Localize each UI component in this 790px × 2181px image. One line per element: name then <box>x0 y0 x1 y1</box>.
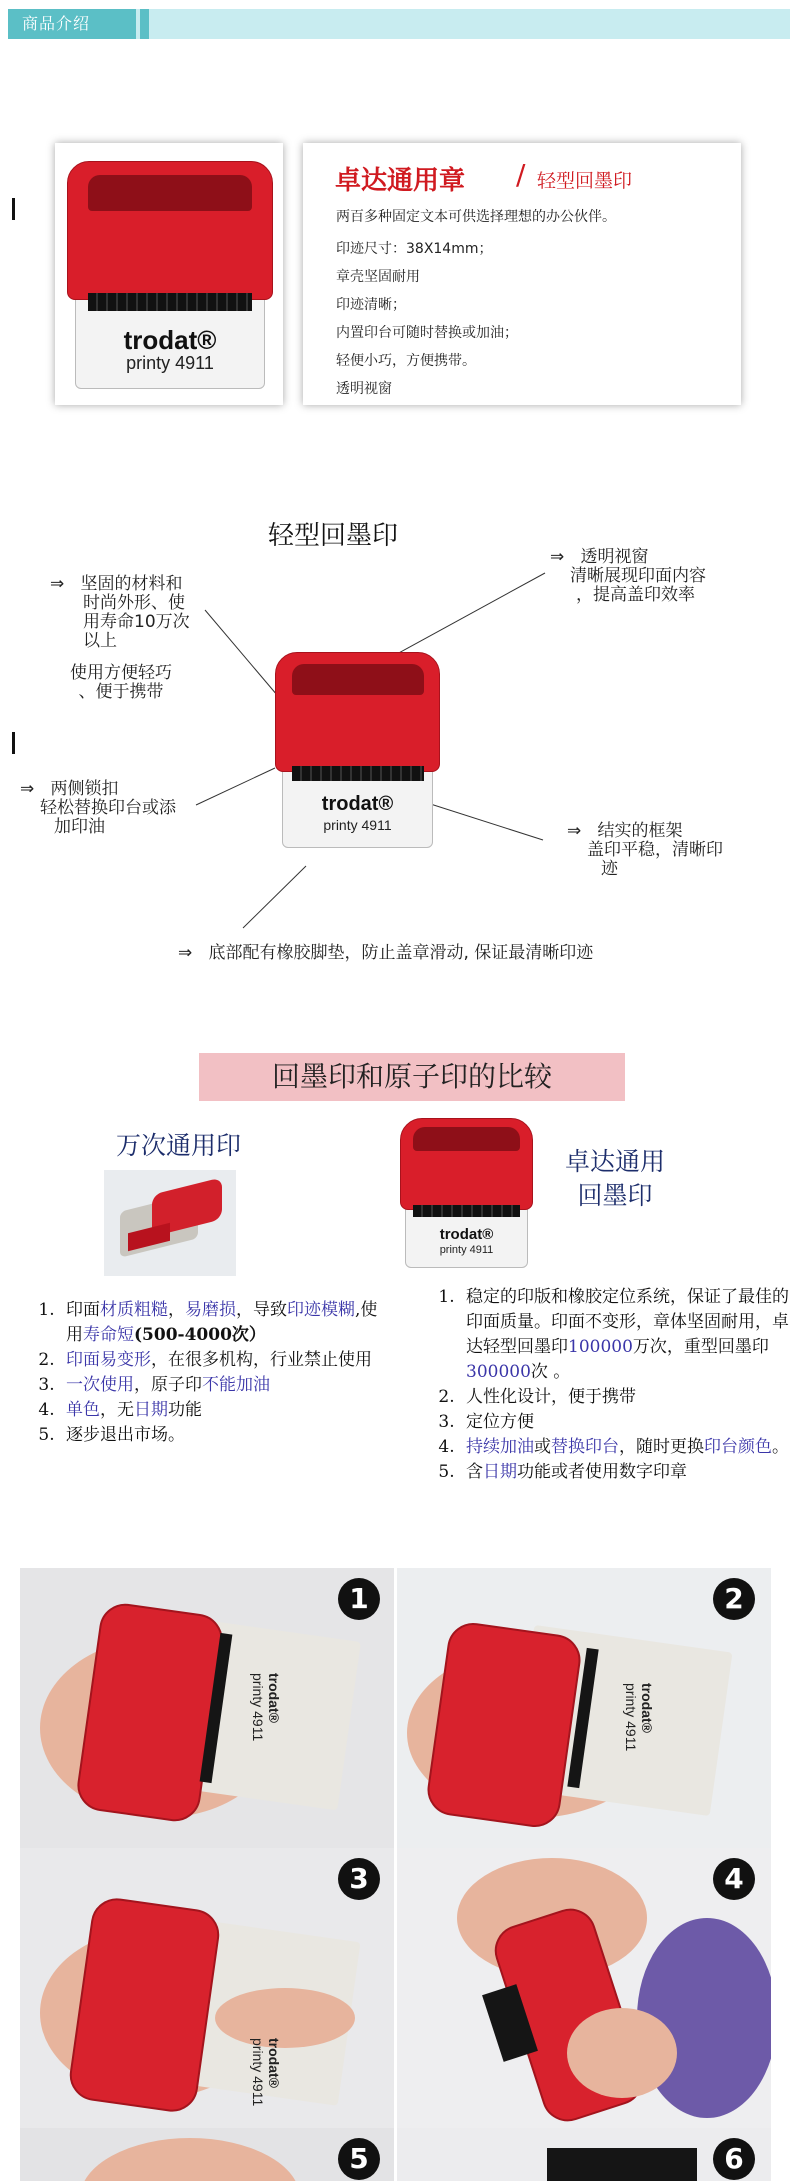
stamp-body <box>547 2148 697 2181</box>
arrow-icon: ⇒ <box>567 821 582 841</box>
atomic-stamp-photo <box>104 1170 236 1276</box>
stamp-grip-strip <box>292 766 424 782</box>
step-number-3: 3 <box>338 1858 380 1900</box>
step-photo-4 <box>397 1848 771 2128</box>
atomic-stamp-list <box>30 1298 380 1448</box>
product-subtitle: 轻型回墨印 <box>537 170 633 192</box>
list-item: 3. 一次使用，原子印不能加油 <box>60 1373 380 1398</box>
product-desc-line: 内置印台可随时替换或加油； <box>336 325 518 341</box>
arrow-icon: ⇒ <box>550 547 565 567</box>
comparison-title: 回墨印和原子印的比较 <box>271 1060 552 1093</box>
list-item: 5. 逐步退出市场。 <box>60 1423 380 1448</box>
product-desc-line: 两百多种固定文本可供选择理想的办公伙伴。 <box>336 209 616 225</box>
model-label: printy 4911 <box>623 1683 639 1752</box>
left-column-title: 万次通用印 <box>116 1131 242 1160</box>
list-item: 1. 印面材质粗糙，易磨损，导致印迹模糊,使用寿命短(500-4000次） <box>60 1298 380 1348</box>
list-item: 3. 定位方便 <box>460 1410 790 1435</box>
brand-label: trodat® <box>123 325 217 356</box>
trodat-stamp-list <box>430 1285 790 1485</box>
product-desc-line: 透明视窗 <box>336 381 392 397</box>
step-photo-6 <box>397 2128 771 2181</box>
tab-product-intro[interactable]: 商品介绍 <box>8 9 136 39</box>
feature-frame: ⇒ 结实的框架 盖印平稳，清晰印 迹 <box>567 821 723 879</box>
step-number-5: 5 <box>338 2138 380 2180</box>
feature-portable: 使用方便轻巧 、便于携带 <box>70 663 172 702</box>
brand-label: trodat® <box>321 793 394 816</box>
feature-rubber-feet: ⇒ 底部配有橡胶脚垫，防止盖章滑动, 保证最清晰印迹 <box>178 943 594 963</box>
list-item: 1. 稳定的印版和橡胶定位系统，保证了最佳的印面质量。印面不变形，章体坚固耐用，卓达轻型回墨印100000万次，重型回墨印300000次 。 <box>460 1285 790 1385</box>
thumb <box>215 1988 355 2048</box>
brand-label: trodat® <box>639 1683 655 1733</box>
step-number-2: 2 <box>713 1578 755 1620</box>
arrow-icon: ⇒ <box>178 943 193 963</box>
step-photo-3 <box>20 1848 394 2128</box>
step-number-4: 4 <box>713 1858 755 1900</box>
model-label: printy 4911 <box>250 2038 266 2107</box>
right-column-title: 卓达通用 回墨印 <box>565 1147 666 1210</box>
product-title: 卓达通用章 <box>335 166 466 196</box>
product-desc-line: 轻便小巧，方便携带。 <box>336 353 476 369</box>
step-photo-5 <box>20 2128 394 2181</box>
arrow-icon: ⇒ <box>20 779 35 799</box>
stamp-red-cap <box>424 1620 584 1831</box>
stamp-grip-strip <box>413 1205 519 1217</box>
model-label: printy 4911 <box>323 816 392 833</box>
stamp-illustration <box>400 1118 533 1268</box>
product-desc-line: 章壳坚固耐用 <box>336 269 420 285</box>
product-desc-line: 印迹尺寸：38X14mm； <box>336 241 493 257</box>
title-slash: / <box>516 158 526 191</box>
feature-durable: ⇒ 坚固的材料和 时尚外形、使 用寿命10万次 以上 <box>50 574 190 651</box>
feature-side-lock: ⇒ 两侧锁扣 轻松替换印台或添 加印油 <box>20 779 176 837</box>
list-item: 2. 印面易变形，在很多机构，行业禁止使用 <box>60 1348 380 1373</box>
brand-label: trodat® <box>266 2038 282 2088</box>
model-label: printy 4911 <box>439 1244 494 1256</box>
hand <box>80 2138 300 2181</box>
model-label: printy 4911 <box>250 1673 266 1742</box>
stamp-window <box>292 664 424 695</box>
list-item: 2. 人性化设计，便于携带 <box>460 1385 790 1410</box>
model-label: printy 4911 <box>126 352 214 373</box>
list-item: 5. 含日期功能或者使用数字印章 <box>460 1460 790 1485</box>
features-title: 轻型回墨印 <box>268 521 399 551</box>
stamp-window <box>413 1127 519 1151</box>
list-item: 4. 持续加油或替换印台，随时更换印台颜色。 <box>460 1435 790 1460</box>
stamp-illustration <box>275 652 440 848</box>
product-desc-line: 印迹清晰； <box>336 297 406 313</box>
list-item: 4. 单色，无日期功能 <box>60 1398 380 1423</box>
hand <box>567 2008 677 2098</box>
step-number-6: 6 <box>713 2138 755 2180</box>
step-photo-2 <box>397 1568 771 1848</box>
brand-label: trodat® <box>439 1226 494 1243</box>
step-photo-1 <box>20 1568 394 1848</box>
arrow-icon: ⇒ <box>50 574 65 594</box>
brand-label: trodat® <box>266 1673 282 1723</box>
step-number-1: 1 <box>338 1578 380 1620</box>
feature-window: ⇒ 透明视窗 清晰展现印面内容 ，提高盖印效率 <box>550 547 706 605</box>
